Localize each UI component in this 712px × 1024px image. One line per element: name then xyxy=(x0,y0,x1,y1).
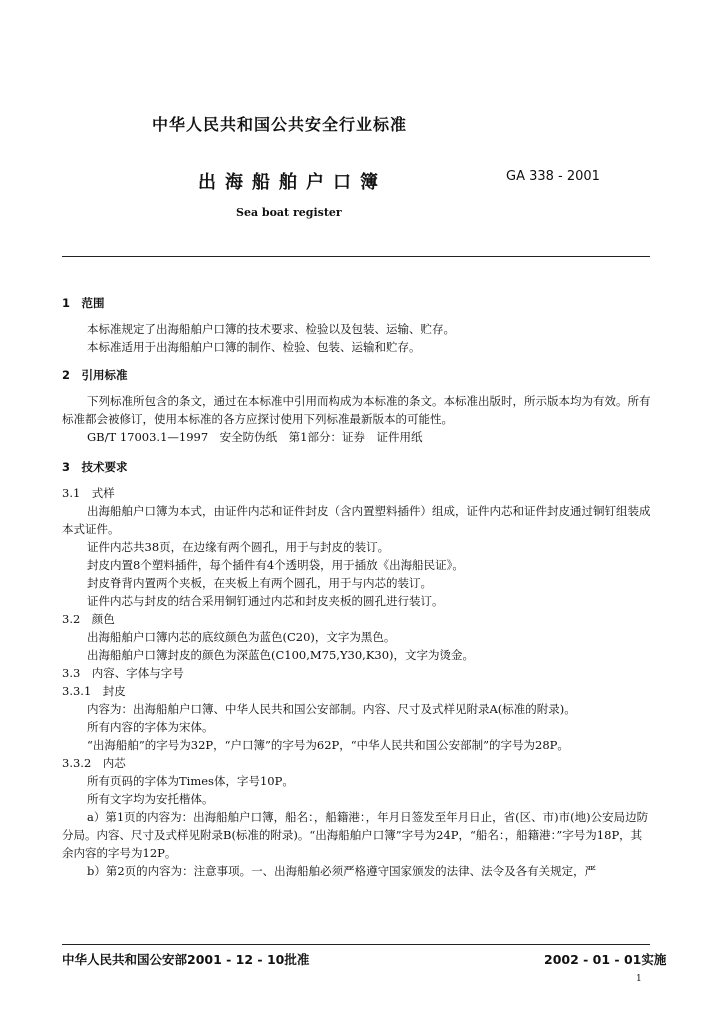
document-title: 出海船舶户口簿 xyxy=(198,172,387,193)
standard-category-title: 中华人民共和国公共安全行业标准 xyxy=(152,115,408,134)
paragraph: “出海船舶”的字号为32P，“户口簿”的字号为62P，“中华人民共和国公安部制”的字号为28P。 xyxy=(87,738,569,752)
footer-rule xyxy=(62,944,650,945)
paragraph: 内容为：出海船舶户口簿、中华人民共和国公安部制。内容、尺寸及式样见附录A(标准的附录)。 xyxy=(87,702,576,716)
section-heading: 2 引用标准 xyxy=(62,368,128,382)
subsection-heading: 3.3.1 封皮 xyxy=(62,684,126,698)
section-heading: 1 范围 xyxy=(62,296,105,310)
page-number: 1 xyxy=(636,974,642,984)
document-body xyxy=(62,290,652,880)
paragraph: 出海船舶户口簿封皮的颜色为深蓝色(C100,M75,Y30,K30)，文字为烫金。 xyxy=(87,648,475,662)
subsection-heading: 3.1 式样 xyxy=(62,486,115,500)
paragraph: 本标准规定了出海船舶户口簿的技术要求、检验以及包装、运输、贮存。 xyxy=(87,322,455,336)
paragraph: 所有内容的字体为宋体。 xyxy=(87,720,214,734)
subsection-heading: 3.3.2 内芯 xyxy=(62,756,126,770)
standard-code: GA 338 - 2001 xyxy=(506,169,600,184)
paragraph: a）第1页的内容为：出海船舶户口簿，船名：，船籍港：，年月日签发至年月日止，省(区、市)市(地)公安局边防分局。内容、尺寸及式样见附录B(标准的附录)。“出海船舶户口簿”字号为24P，“船名：，船籍港：”字号为18P，其余内容的字号为12P。 xyxy=(62,810,649,860)
subsection-heading: 3.2 颜色 xyxy=(62,612,115,626)
paragraph: 本标准适用于出海船舶户口簿的制作、检验、包装、运输和贮存。 xyxy=(87,340,421,354)
subsection-heading: 3.3 内容、字体与字号 xyxy=(62,666,184,680)
document-title-english: Sea boat register xyxy=(236,206,342,219)
paragraph: GB/T 17003.1—1997 安全防伪纸 第1部分：证券 证件用纸 xyxy=(87,430,423,444)
paragraph: 所有文字均为安托楷体。 xyxy=(87,792,214,806)
paragraph: 下列标准所包含的条文，通过在本标准中引用而构成为本标准的条文。本标准出版时，所示版本均为有效。所有标准都会被修订，使用本标准的各方应探讨使用下列标准最新版本的可能性。 xyxy=(62,394,651,426)
paragraph: b）第2页的内容为：注意事项。一、出海船舶必须严格遵守国家颁发的法律、法令及各有关规定，严 xyxy=(87,864,597,878)
paragraph: 封皮内置8个塑料插件，每个插件有4个透明袋，用于插放《出海船民证》。 xyxy=(87,558,464,572)
implementation-date: 2002 - 01 - 01实施 xyxy=(544,952,667,967)
paragraph: 封皮脊背内置两个夹板，在夹板上有两个圆孔，用于与内芯的装订。 xyxy=(87,576,432,590)
paragraph: 所有页码的字体为Times体，字号10P。 xyxy=(87,774,294,788)
paragraph: 证件内芯共38页，在边缘有两个圆孔，用于与封皮的装订。 xyxy=(87,540,390,554)
header-rule xyxy=(62,256,650,257)
approval-date: 中华人民共和国公安部2001 - 12 - 10批准 xyxy=(62,952,310,967)
paragraph: 出海船舶户口簿内芯的底纹颜色为蓝色(C20)，文字为黑色。 xyxy=(87,630,396,644)
paragraph: 证件内芯与封皮的结合采用铜钉通过内芯和封皮夹板的圆孔进行装订。 xyxy=(87,594,444,608)
paragraph: 出海船舶户口簿为本式，由证件内芯和证件封皮（含内置塑料插件）组成，证件内芯和证件封皮通过铜钉组装成本式证件。 xyxy=(62,504,651,536)
section-heading: 3 技术要求 xyxy=(62,460,128,474)
